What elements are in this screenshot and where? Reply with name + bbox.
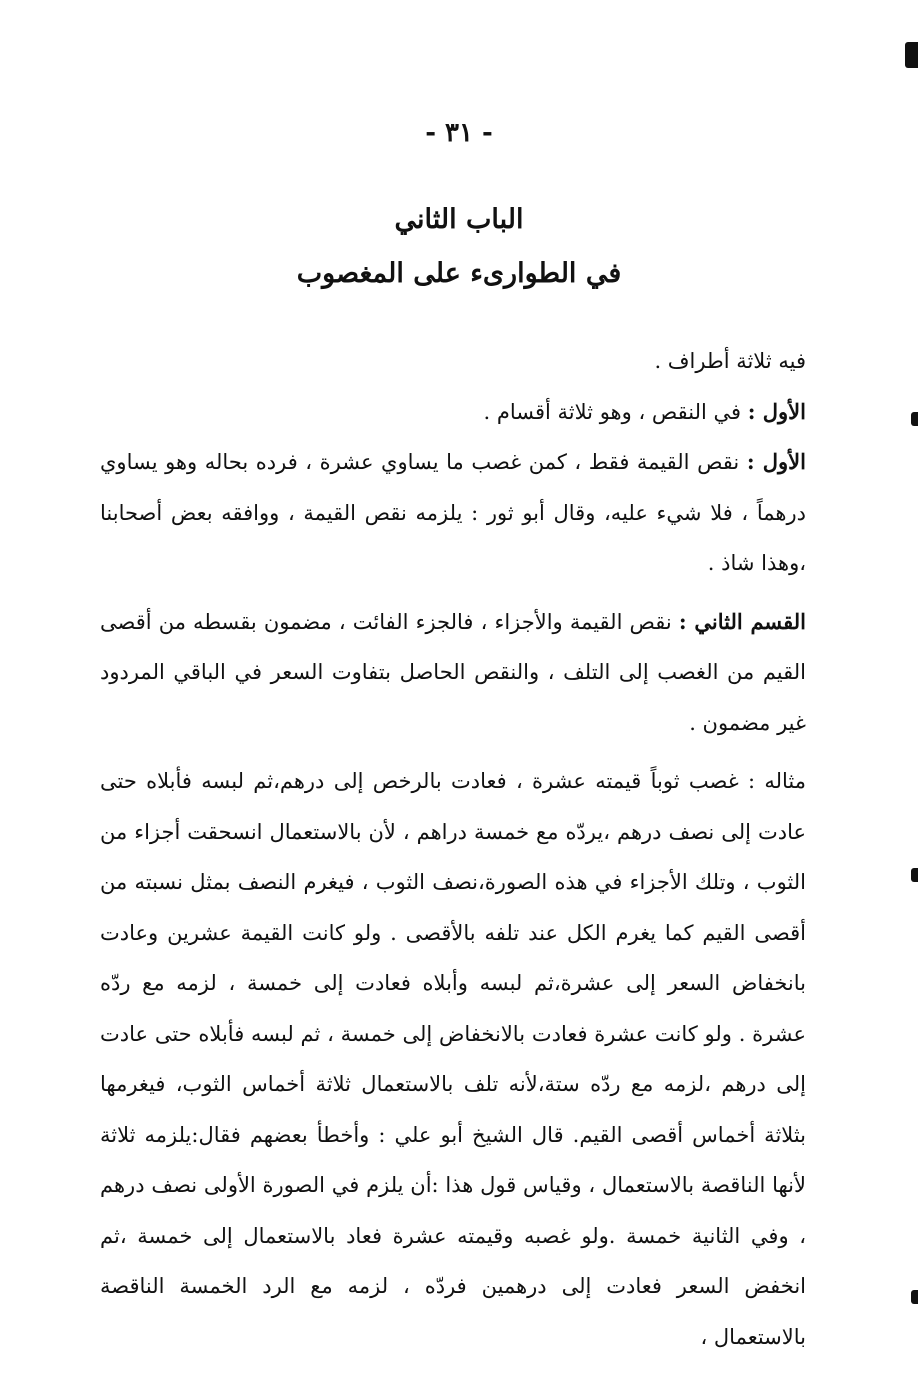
paragraph-lead: الأول : bbox=[747, 398, 806, 424]
chapter-title: الباب الثاني bbox=[394, 204, 524, 235]
body-text bbox=[100, 336, 806, 1362]
paragraph-text: مثاله : غصب ثوباً قيمته عشرة ، فعادت بالرخص إلى درهم،ثم لبسه فأبلاه حتى عادت إلى نصف درهم ،يردّه مع خمسة دراهم ، لأن بالاستعمال انسحقت أجزاء من الثوب ، وتلك الأجزاء في هذه الصورة،نصف الثوب ، فيغرم النصف بمثل نسبته من أقصى القيم كما يغرم الكل عند تلفه بالأقصى . ولو كانت القيمة عشرين وعادت بانخفاض السعر إلى عشرة،ثم لبسه وأبلاه فعادت إلى خمسة ، لزمه مع ردّه عشرة . ولو كانت عشرة فعادت بالانخفاض إلى خمسة ، ثم لبسه فأبلاه حتى عادت إلى درهم ،لزمه مع ردّه ستة،لأنه تلف بالاستعمال ثلاثة أخماس الثوب، فيغرمها بثلاثة أخماس أقصى القيم. قال الشيخ أبو علي : وأخطأ بعضهم فقال:يلزمه ثلاثة لأنها الناقصة بالاستعمال ، وقياس قول هذا :أن يلزم في الصورة الأولى نصف درهم ، وفي الثانية خمسة .ولو غصبه وقيمته عشرة فعاد بالاستعمال إلى خمسة ،ثم انخفض السعر فعادت إلى درهمين فردّه ، لزمه مع الرد الخمسة الناقصة بالاستعمال ، bbox=[100, 769, 806, 1349]
scan-edge-mark bbox=[911, 868, 918, 882]
paragraph-lead: القسم الثاني : bbox=[678, 608, 807, 634]
paragraph-text: في النقص ، وهو ثلاثة أقسام . bbox=[483, 399, 748, 424]
paragraph-intro bbox=[100, 336, 806, 387]
scan-edge-mark bbox=[911, 412, 918, 426]
scan-edge-mark bbox=[911, 1290, 918, 1304]
paragraph-lead: الأول : bbox=[746, 449, 806, 474]
scan-edge-mark bbox=[905, 42, 918, 68]
chapter-subtitle: في الطوارىء على المغصوب bbox=[296, 258, 622, 289]
paragraph-example bbox=[100, 756, 806, 1362]
paragraph-text: نقص القيمة فقط ، كمن غصب ما يساوي عشرة ، فرده بحاله وهو يساوي درهماً ، فلا شيء عليه، وقال أبو ثور : يلزمه نقص القيمة ، ووافقه بعض أصحابنا ،وهذا شاذ . bbox=[100, 450, 806, 575]
paragraph-second-section bbox=[100, 597, 806, 749]
page-number: - ٣١ - bbox=[425, 118, 493, 148]
paragraph-first-part bbox=[100, 387, 806, 438]
paragraph-text: فيه ثلاثة أطراف . bbox=[654, 349, 806, 373]
paragraph-text: نقص القيمة والأجزاء ، فالجزء الفائت ، مضمون بقسطه من أقصى القيم من الغصب إلى التلف ، والنقص الحاصل بتفاوت السعر في الباقي المردود غير مضمون . bbox=[100, 609, 806, 735]
paragraph-first-section bbox=[100, 437, 806, 589]
